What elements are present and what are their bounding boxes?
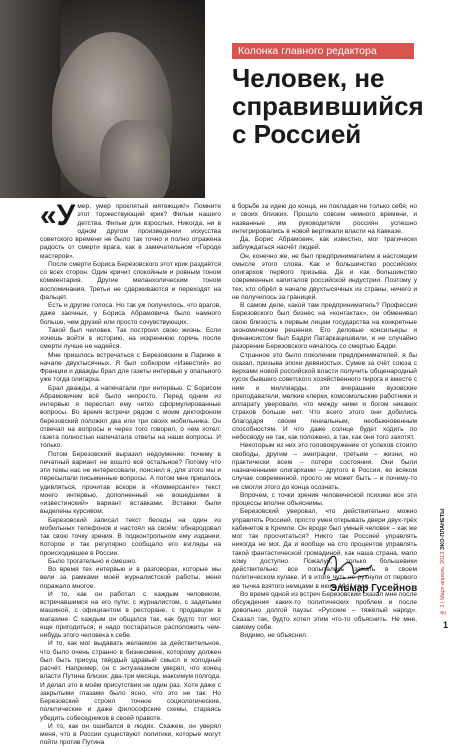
paragraph: мер, умер проклятый мятежщик!» Помните этот торжествующий крик? Фильм нашего детства. Фильм для взрослых. Никогда, ни в одном другом произведении искусства советского времени не было так точно и полно отражена радость от смерти врага, как в замечательном «Городе мастеров». [40, 203, 221, 260]
author-photo [0, 0, 205, 198]
paragraph: в борьбе за идею до конца, не покладая не только себя, но и своих близких. Прошло совсем немного времени, и названные им руководители россиян успешно интегрировались в новой вертикали власти на Кавказе. [232, 203, 417, 235]
paragraph: Да, Борис Абрамович, как известно, мог трагически заблуждаться насчёт людей. [232, 236, 417, 252]
column-label: Колонка главного редактора [232, 43, 414, 59]
paragraph: И то, как он ошибался в людях. Скажем, он уверял меня, что в России существуют политики, которые могут пойти против Путина [40, 722, 221, 747]
paragraph: Мне пришлось встречаться с Березовским в Париже в начале двухтысячных. Я был собкором «Известий» во Франции и дважды брал для газеты интервью у опального уже тогда олигарха. [40, 351, 221, 384]
issue-label [440, 508, 452, 615]
paragraph: Впрочем, с точки зрения человеческой психики все эти процессы вполне объяснимы. [232, 491, 417, 507]
paragraph: И то, как мог выдавать желаемое за действительное, что было очень странно в бизнесмене, которому должен был быть присущ твёрдый здравый смысл и холодный расчёт. Например, он с энтузиазмом уверял, что конец власти Путина близок: два-три месяца, максимум полгода. И делал это в моём присутствии не один раз. Хотя даже с закрытыми глазами было ясно, что это не так. Но Березовский строил точное социологические, политические и даже философские схемы, стараясь убедить собеседников в своей правоте. [40, 640, 221, 722]
paragraph: Он, конечно же, не был предпринимателем в настоящем смысле этого слова. Как и большинство российских олигархов первого призыва. Да и как большинство современных капиталов российской индустрии. Поэтому у тех, кто обрёл в начале двухтысячных из страны, ничего и не получилось за границей. [232, 252, 417, 301]
paragraph: Брал дважды, а напечатали при интервью. С Борисом Абрамовичем всё было непросто. Перед одним из интервью я переслал ему четко сформулированные вопросы. Во время встречи рядом с моим диктофоном березовский положил два или три своих мобильника. Он отвечал на вопросы и через того говорил, о чем хотел: газета полностью напечатала ответы на наши вопросы. И только. [40, 384, 221, 450]
page-title: Человек, не справившийся с Россией [232, 63, 424, 149]
author-name: Эльмар Гусейнов [330, 583, 418, 594]
page-number: 1 [443, 620, 449, 630]
magazine-name: ЭКО-ПЛАНЕТЫ [440, 508, 446, 551]
paragraph: Потом Березовский выразил недоумение: почему в печатный вариант не вошло всё остальное? Потому что эти темы нас не интересовали, пояснил я, для этого мы и пересылали письменные вопросы. А потом мне пришлось удивляться, прочитав вскоре в «Коммерсанте» текст моего интервью, дополненный не вошедшими в «известинский» вариант вставками. Вставки были выделены курсивом. [40, 450, 221, 516]
paragraph: Странное это было поколение предпринимателей, я бы сказал, призыва эпохи девяностых. Сумев за счёт союза с верхами новой российской власти получить общенародный кусок бывшего советского хозяйственного пирога и вместе с ним и миллиарды, эти вчерашние вузовские преподаватели, мелкие клерки, комсомольские работники и аппарату уверовали, что между ними и богом никаких страхов больше нет. Что всего этого они добились благодаря своим гениальным, необыкновенным способностям. И что даже солнце будет ходить по небосводу не так, как положено, а так, как они того захотят. [232, 351, 417, 441]
paragraph: Такой был человек. Так построил свою жизнь. Если хочешь войти в историю, на искреннюю горечь после смерти лучше не надейся. [40, 326, 221, 351]
dropcap: «У [40, 199, 76, 232]
paragraph: В самом деле, какой там предприниматель? Профессия Березовского был бизнес на «контактах», он обменивал свою близость к первым лицам государства на конкретные экономические решения. Его деловые консильеры и финансистом был Бадри Патаркацишвили, и не случайно разорение Березовского началось со смертью Бадри. [232, 302, 417, 351]
paragraph: Было трогательно и смешно. [48, 557, 137, 565]
paragraph: Березовский уверовал, что действительно можно управлять Россией, просто умея открывать двери двух-трёх кабинетов в Кремле. Он вроде был умный человек – как же мог так просчитаться? Никто так Россией управлять никогда не мог. Да и вообще на сто процентов управлять такой фантастической громадиной, как наша страна, мало кому доступно. Пожалуй, только большевики действительно все попытались зажать в своем политическом кулаке. И в итоге чуть не рухнули от первого же тычка взятого немцами в июне 1941 года. [232, 508, 417, 590]
issue-text: № 1 | Март-апрель, 2013 [440, 551, 446, 615]
paragraph: Березовский записал текст беседы на один из мобильных телефонов и настоял на своём: обнародовал так свою точку зрения. В подконтрольном ему издании. Которое и так регулярно сообщало его взгляды на происходившее в России. [40, 516, 221, 557]
photo-hand [100, 120, 170, 198]
paragraph: И то, как он работал с каждым человеком, встречавшимся на его пути: с журналистом, с задетыми машиной, с официантом в ресторане, с продавцом в магазине. С каждым он общался так, как будто тот мог еще пригодиться, и надо постараться расположить чем-нибудь этого человека к себе. [40, 590, 221, 639]
left-column [40, 199, 221, 748]
photo-background [0, 0, 60, 198]
paragraph: Некоторым из них это головокружение от успехов стоило свободы, другим – эмиграции, третьим – жизни, но практически всем – потери состояния. Они были назначенными олигархами – другого в России, во всяком случае современной, просто не может быть – и почему-то не смогли этого до конца осознать. [232, 442, 417, 491]
paragraph: Видимо, не объяснил. [240, 632, 308, 639]
paragraph: Есть и другие голоса. Но так уж получилось, что врагов, даже заочных, у Бориса Абрамовича было намного больше, чем друзей или просто сочувствующих. [40, 302, 221, 326]
paragraph: Во время одной из встреч Березовский сказал мне после обсуждения каких-то политических проблем и после довольно долгой паузы: «Русские – тяжёлый народ». Сказал так, будто хотел этим что-то объяснить. Не мне, самому себе. [232, 590, 417, 631]
paragraph: Во время тех интервью и в разговорах, которые мы вели за рамками моей журналистской работы, меня поражало многое. [40, 566, 221, 590]
paragraph: После смерти Бориса Березовского этот крик раздаётся со всех сторон. Один кричит спокойным и ровным тоном комментария. Другие меланхолическим тоном воспоминания. Третьи не сдерживаются и переходят на фальцет. [40, 260, 221, 301]
